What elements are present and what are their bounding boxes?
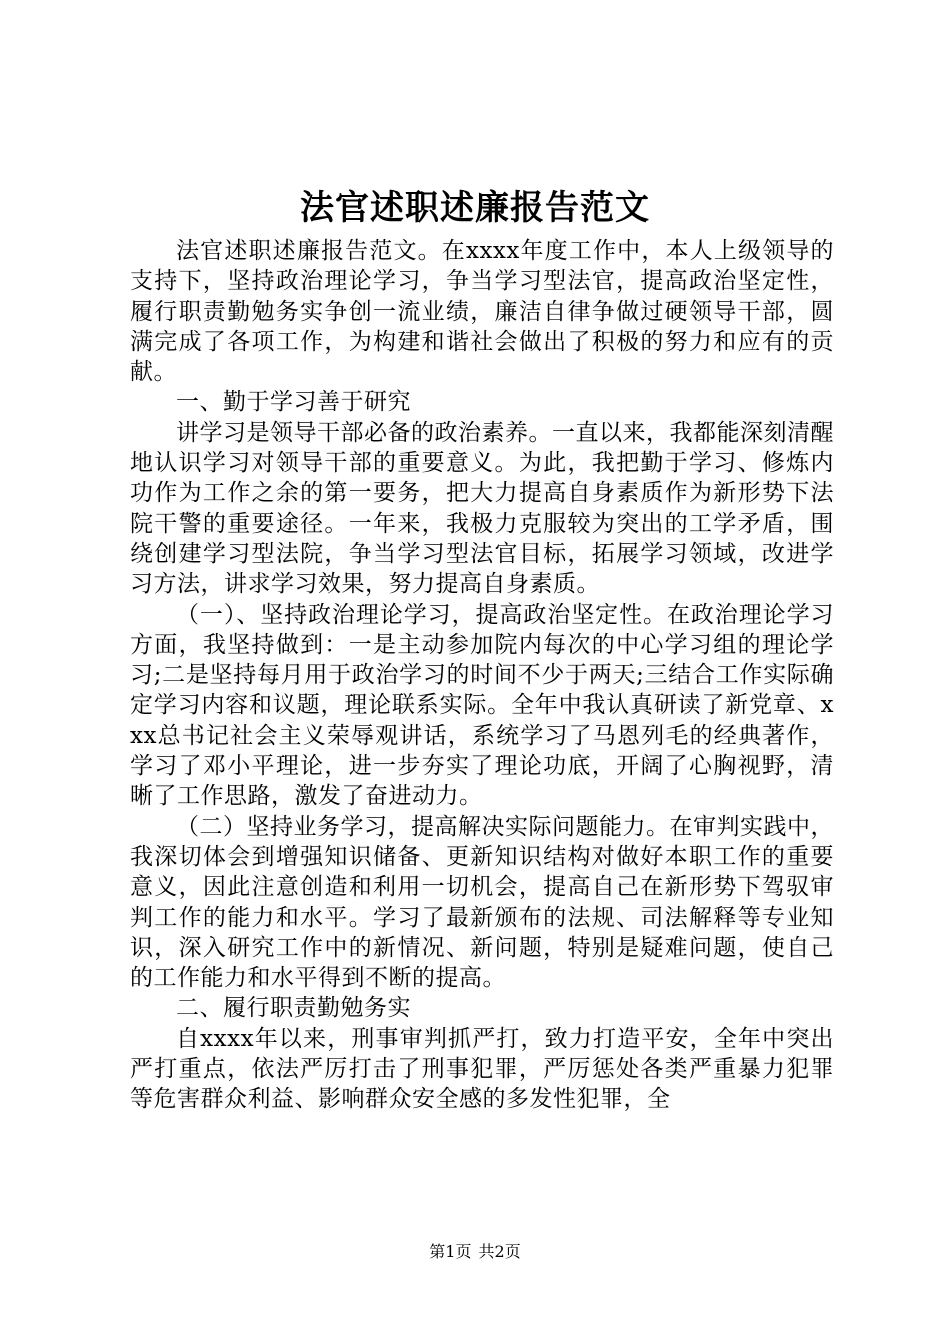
paragraph-intro: 法官述职述廉报告范文。在xxxx年度工作中，本人上级领导的支持下，坚持政治理论学习，争当学习型法官，提高政治坚定性，履行职责勤勉务实争创一流业绩，廉洁自律争做过硬领导干部，圆满完成了各项工作，为构建和谐社会做出了积极的努力和应有的贡献。 (130, 238, 834, 386)
page-footer (0, 1240, 950, 1264)
document-title: 法官述职述廉报告范文 (300, 188, 650, 228)
paragraph-political-study: （一）、坚持政治理论学习，提高政治坚定性。在政治理论学习方面，我坚持做到：一是主动参加院内每次的中心学习组的理论学习;二是坚持每月用于政治学习的时间不少于两天;三结合工作实际确定学习内容和议题，理论联系实际。全年中我认真研读了新党章、xxx总书记社会主义荣辱观讲话，系统学习了马恩列毛的经典著作，学习了邓小平理论，进一步夯实了理论功底，开阔了心胸视野，清晰了工作思路，激发了奋进动力。 (130, 601, 834, 810)
page-number: 第1页 (429, 1242, 472, 1261)
page-total: 共2页 (478, 1242, 521, 1261)
section-heading-2: 二、履行职责勤勉务实 (176, 995, 411, 1022)
section-heading-1: 一、勤于学习善于研究 (176, 389, 411, 416)
paragraph-study: 讲学习是领导干部必备的政治素养。一直以来，我都能深刻清醒地认识学习对领导干部的重要意义。为此，我把勤于学习、修炼内功作为工作之余的第一要务，把大力提高自身素质作为新形势下法院干警的重要途径。一年来，我极力克服较为突出的工学矛盾，围绕创建学习型法院，争当学习型法官目标，拓展学习领域，改进学习方法，讲求学习效果，努力提高自身素质。 (130, 419, 834, 598)
document-body (130, 236, 834, 1115)
paragraph-duties: 自xxxx年以来，刑事审判抓严打，致力打造平安，全年中突出严打重点，依法严厉打击了刑事犯罪，严厉惩处各类严重暴力犯罪等危害群众利益、影响群众安全感的多发性犯罪，全 (130, 1025, 834, 1113)
paragraph-professional-study: （二）坚持业务学习，提高解决实际问题能力。在审判实践中，我深切体会到增强知识储备、更新知识结构对做好本职工作的重要意义，因此注意创造和利用一切机会，提高自己在新形势下驾驭审判工作的能力和水平。学习了最新颁布的法规、司法解释等专业知识，深入研究工作中的新情况、新问题，特别是疑难问题，使自己的工作能力和水平得到不断的提高。 (130, 813, 834, 992)
